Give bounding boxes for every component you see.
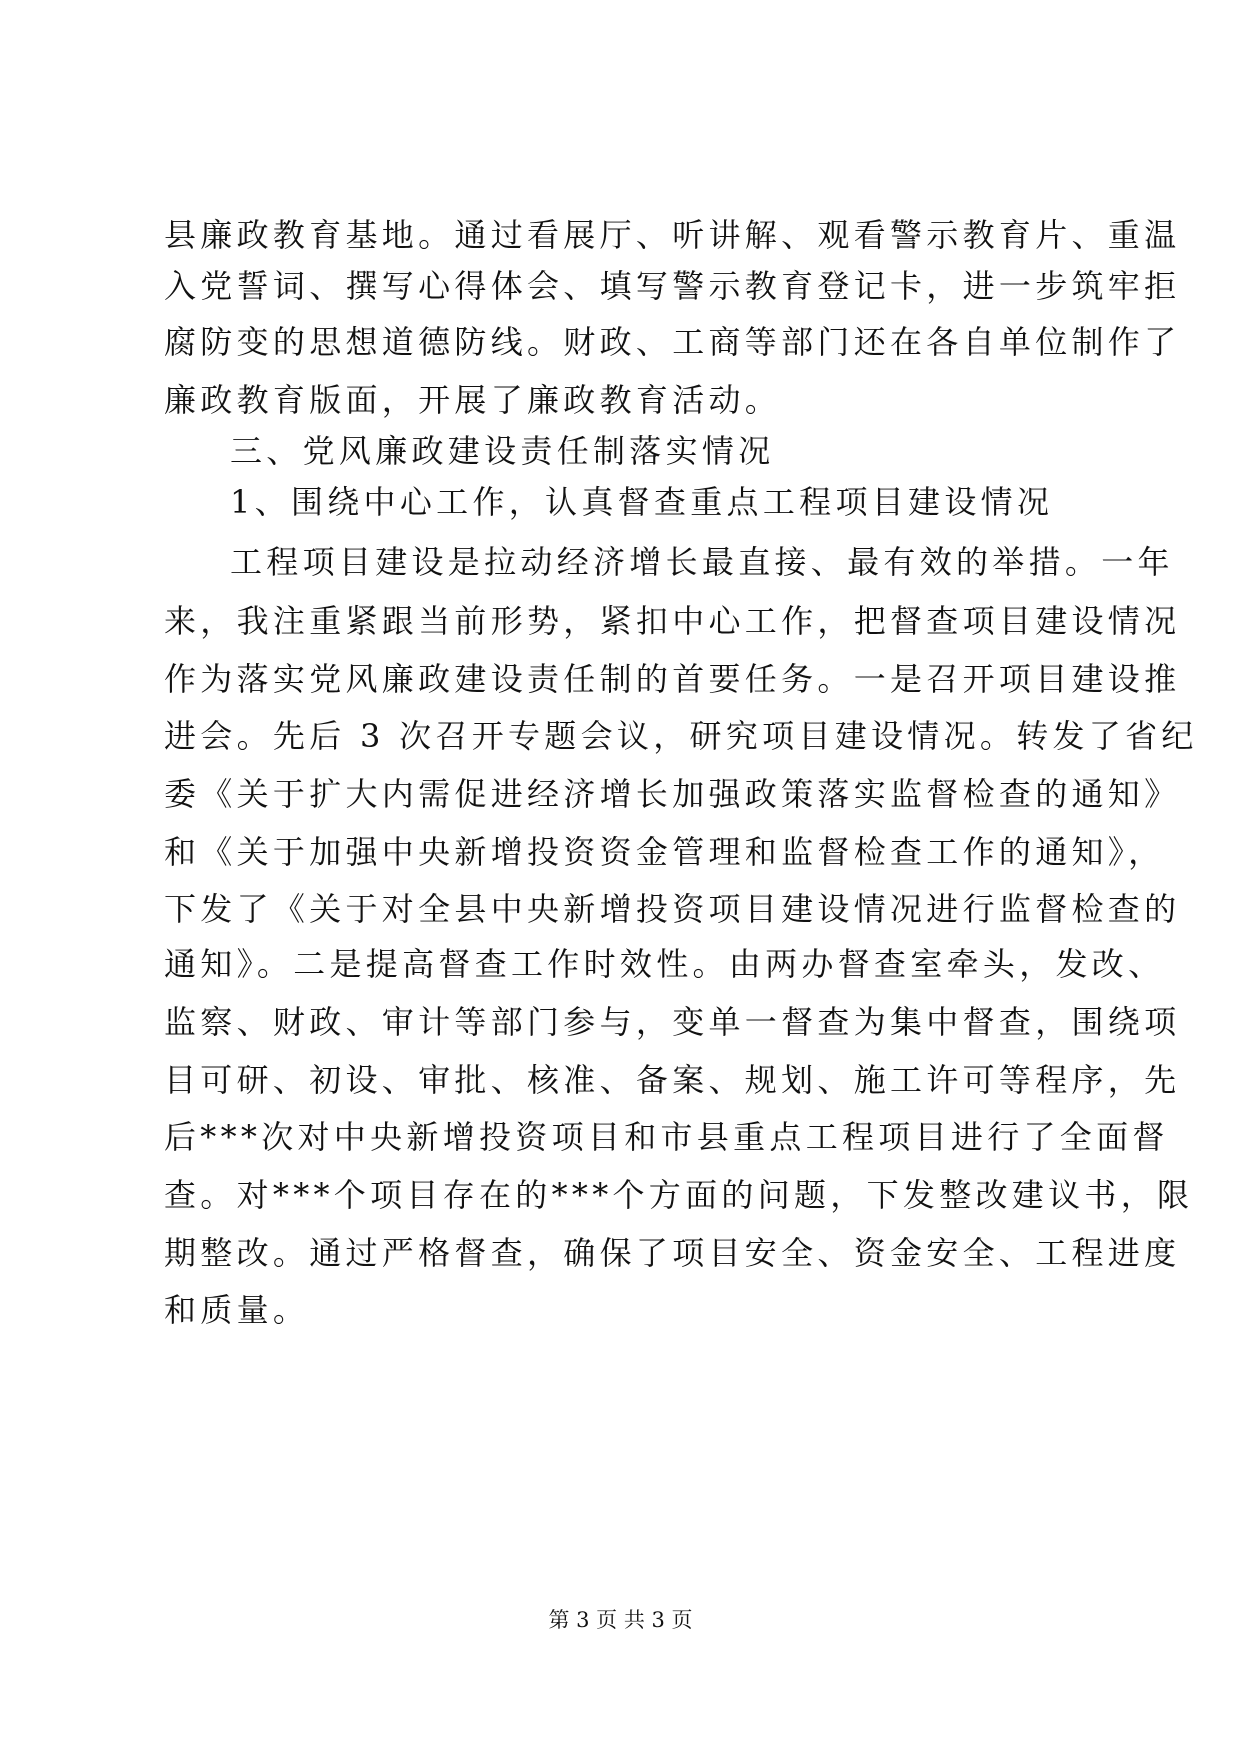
- paragraph-line: 期整改。通过严格督查，确保了项目安全、资金安全、工程进度: [164, 1234, 1181, 1272]
- paragraph-line: 委《关于扩大内需促进经济增长加强政策落实监督检查的通知》: [164, 775, 1181, 813]
- paragraph-line: 查。对***个项目存在的***个方面的问题，下发整改建议书，限: [164, 1176, 1194, 1214]
- page-number-footer: 第 3 页 共 3 页: [548, 1608, 693, 1632]
- paragraph-line: 工程项目建设是拉动经济增长最直接、最有效的举措。一年: [230, 543, 1174, 581]
- paragraph-line: 作为落实党风廉政建设责任制的首要任务。一是召开项目建设推: [164, 660, 1181, 698]
- section-heading: 三、党风廉政建设责任制落实情况: [230, 432, 775, 470]
- paragraph-line: 和《关于加强中央新增投资资金管理和监督检查工作的通知》，: [164, 833, 1165, 871]
- paragraph-line: 目可研、初设、审批、核准、备案、规划、施工许可等程序，先: [164, 1061, 1181, 1099]
- paragraph-line: 后***次对中央新增投资项目和市县重点工程项目进行了全面督: [164, 1118, 1169, 1156]
- paragraph-line: 下发了《关于对全县中央新增投资项目建设情况进行监督检查的: [164, 890, 1181, 928]
- paragraph-line: 来，我注重紧跟当前形势，紧扣中心工作，把督查项目建设情况: [164, 602, 1181, 640]
- paragraph-line: 和质量。: [164, 1291, 310, 1329]
- paragraph-line: 通知》。二是提高督查工作时效性。由两办督查室牵头，发改、: [164, 945, 1165, 983]
- subsection-heading: 1、围绕中心工作，认真督查重点工程项目建设情况: [230, 483, 1054, 521]
- paragraph-line: 进会。先后 3 次召开专题会议，研究项目建设情况。转发了省纪: [164, 717, 1198, 755]
- paragraph-line: 廉政教育版面，开展了廉政教育活动。: [164, 381, 782, 419]
- paragraph-line: 县廉政教育基地。通过看展厅、听讲解、观看警示教育片、重温: [164, 216, 1181, 254]
- paragraph-line: 入党誓词、撰写心得体会、填写警示教育登记卡，进一步筑牢拒: [164, 267, 1181, 305]
- paragraph-line: 监察、财政、审计等部门参与，变单一督查为集中督查，围绕项: [164, 1003, 1181, 1041]
- paragraph-line: 腐防变的思想道德防线。财政、工商等部门还在各自单位制作了: [164, 323, 1181, 361]
